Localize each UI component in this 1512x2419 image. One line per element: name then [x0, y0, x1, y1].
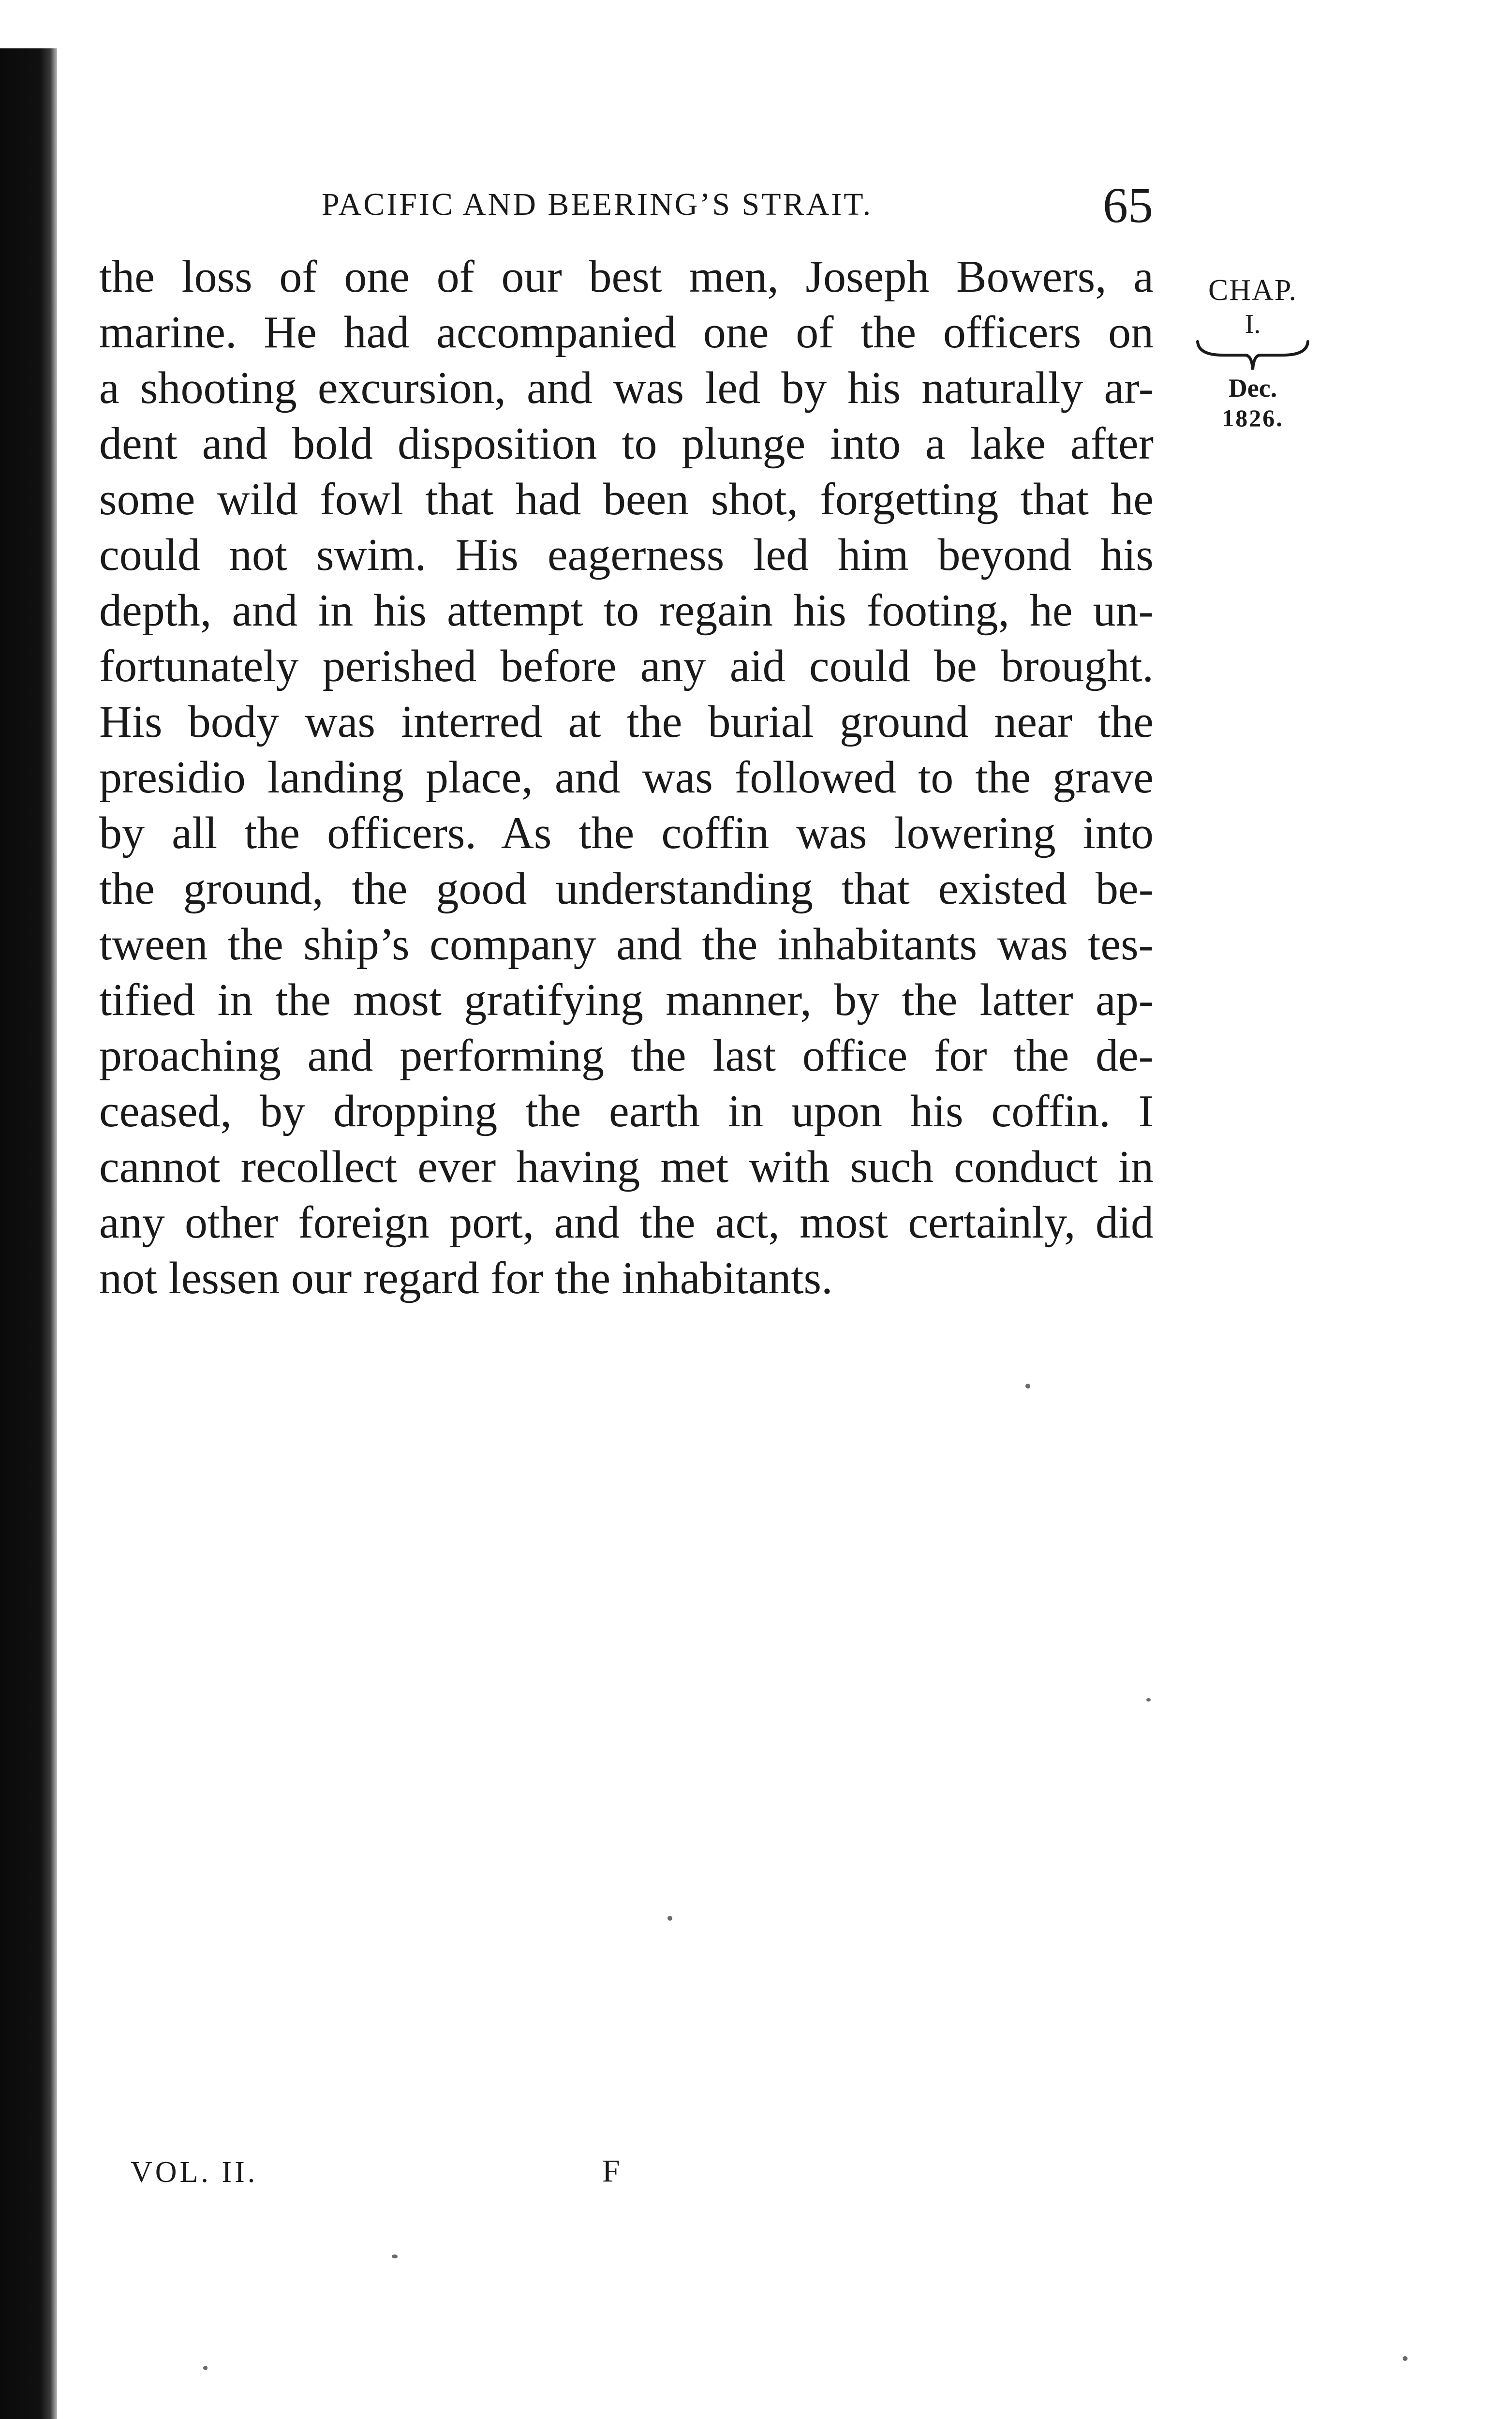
text-line: could not swim. His eagerness led him beyond his: [99, 530, 1154, 580]
text-line: depth, and in his attempt to regain his footing, he un-: [99, 585, 1154, 636]
text-line: a shooting excursion, and was led by his naturally ar-: [99, 363, 1154, 413]
curly-brace-icon: [1195, 339, 1311, 373]
text-line: the ground, the good understanding that existed be-: [99, 864, 1154, 914]
scan-speck: [1025, 1384, 1030, 1389]
text-line: by all the officers. As the coffin was lowering into: [99, 808, 1154, 858]
gathering-signature: F: [602, 2153, 620, 2189]
text-line: some wild fowl that had been shot, forgetting that he: [99, 474, 1154, 524]
text-line: not lessen our regard for the inhabitants.: [99, 1253, 833, 1303]
scan-speck: [203, 2366, 208, 2370]
scan-speck: [667, 1916, 672, 1921]
scan-speck: [1146, 1698, 1151, 1702]
volume-signature: VOL. II.: [131, 2156, 258, 2189]
body-paragraph: [99, 249, 1154, 1306]
text-line: tified in the most gratifying manner, by the latter ap-: [99, 975, 1154, 1025]
page-binding-edge: [0, 48, 57, 2419]
text-line: fortunately perished before any aid could be brought.: [99, 641, 1154, 691]
text-line: ceased, by dropping the earth in upon his coffin. I: [99, 1086, 1154, 1136]
sidenote-month: Dec.: [1228, 373, 1277, 403]
sidenote-year: 1826.: [1222, 404, 1284, 432]
text-line: any other foreign port, and the act, most certainly, did: [99, 1197, 1154, 1248]
text-line: the loss of one of our best men, Joseph Bowers, a: [99, 252, 1154, 302]
chapter-label: CHAP.: [1208, 274, 1297, 307]
text-line: cannot recollect ever having met with such conduct in: [99, 1142, 1154, 1192]
scan-speck: [1403, 2356, 1408, 2361]
text-line: dent and bold disposition to plunge into a lake after: [99, 418, 1154, 469]
chapter-number: I.: [1245, 309, 1261, 339]
text-line: presidio landing place, and was followed to the grave: [99, 752, 1154, 803]
scan-speck: [392, 2255, 398, 2258]
text-line: tween the ship’s company and the inhabitants was tes-: [99, 919, 1154, 970]
text-line: marine. He had accompanied one of the officers on: [99, 307, 1154, 358]
page-number: 65: [1103, 178, 1153, 233]
text-line: His body was interred at the burial ground near the: [99, 697, 1154, 747]
running-head: PACIFIC AND BEERING’S STRAIT.: [322, 187, 873, 222]
text-line: proaching and performing the last office for the de-: [99, 1030, 1154, 1081]
margin-sidenote: [1187, 271, 1318, 433]
